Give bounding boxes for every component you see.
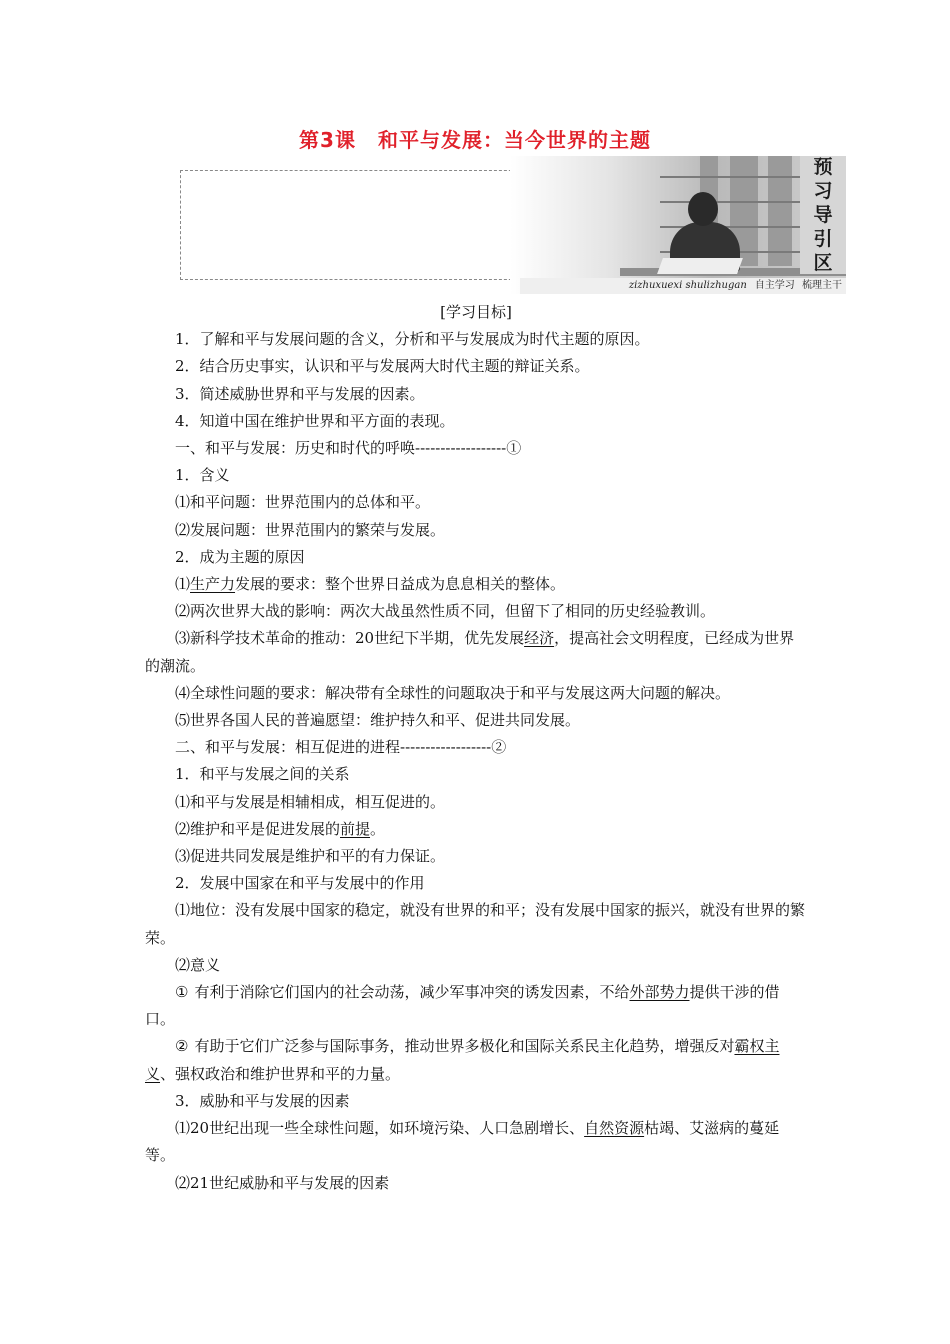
paragraph: ② 有助于它们广泛参与国际事务，推动世界多极化和国际关系民主化趋势，增强反对霸权主义、强权政治和维护世界和平的力量。 [145,1037,780,1083]
paragraph: ⑵意义 [175,955,221,974]
paragraph: ⑵21世纪威胁和平与发展的因素 [175,1173,390,1192]
paragraph: ⑴和平与发展是相辅相成，相互促进的。 [175,792,446,811]
paragraph: ⑶促进共同发展是维护和平的有力保证。 [175,847,446,866]
subheading: 3．威胁和平与发展的因素 [175,1091,350,1110]
objective-item: 4．知道中国在维护世界和平方面的表现。 [175,411,455,430]
subheading: 2．发展中国家在和平与发展中的作用 [175,874,425,893]
paragraph: ⑴生产力发展的要求：整个世界日益成为息息相关的整体。 [175,575,566,594]
paragraph: ⑸世界各国人民的普遍愿望：维护持久和平、促进共同发展。 [175,711,581,730]
fill-blank-answer: 自然资源 [584,1119,645,1138]
part-heading: 二、和平与发展：相互促进的进程------------------② [175,738,507,757]
caption-self-study: 自主学习 [754,280,795,291]
subheading: 2．成为主题的原因 [175,547,305,566]
objective-item: 2．结合历史事实，认识和平与发展两大时代主题的辩证关系。 [175,357,590,376]
section-heading: [学习目标] [440,303,512,321]
preview-zone-label [800,156,846,274]
banner-caption [520,278,846,294]
subheading: 1．和平与发展之间的关系 [175,765,350,784]
objective-item: 1．了解和平与发展问题的含义，分析和平与发展成为时代主题的原因。 [175,330,650,349]
label-char: 区 [813,252,833,274]
paragraph: ⑵维护和平是促进发展的前提。 [175,819,386,838]
preview-banner [180,156,846,294]
paragraph: ⑵发展问题：世界范围内的繁荣与发展。 [175,520,446,539]
paragraph: ⑴地位：没有发展中国家的稳定，就没有世界的和平；没有发展中国家的振兴，就没有世界的繁荣。 [145,901,806,947]
pinyin-caption: zizhuxuexi shulizhugan [628,280,747,291]
fill-blank-answer: 外部势力 [629,983,690,1002]
caption-review: 梳理主干 [802,280,842,291]
lesson-number: 第3课 [299,128,356,152]
label-char: 习 [813,180,833,202]
paragraph: ⑶新科学技术革命的推动：20世纪下半期，优先发展经济，提高社会文明程度，已经成为世界的潮流。 [145,629,795,675]
subheading: 1．含义 [175,466,230,485]
label-char: 预 [813,156,833,178]
fill-blank-answer: 生产力 [190,575,236,594]
fill-blank-answer: 前提 [340,819,371,838]
part-heading: 一、和平与发展：历史和时代的呼唤------------------① [175,439,522,458]
reading-student-photo [510,156,846,294]
paragraph: ⑴20世纪出现一些全球性问题，如环境污染、人口急剧增长、自然资源枯竭、艾滋病的蔓延等。 [145,1119,780,1165]
label-char: 导 [813,204,833,226]
label-char: 引 [813,228,833,250]
paragraph: ⑴和平问题：世界范围内的总体和平。 [175,493,431,512]
document-body [145,299,807,1197]
fill-blank-answer: 霸权主义 [145,1037,780,1083]
lesson-title [0,124,950,153]
paragraph: ① 有利于消除它们国内的社会动荡，减少军事冲突的诱发因素，不给外部势力提供干涉的借口。 [145,983,780,1029]
paragraph: ⑷全球性问题的要求：解决带有全球性的问题取决于和平与发展这两大问题的解决。 [175,683,731,702]
lesson-topic: 和平与发展：当今世界的主题 [377,128,651,152]
fill-blank-answer: 经济 [524,629,555,648]
paragraph: ⑵两次世界大战的影响：两次大战虽然性质不同，但留下了相同的历史经验教训。 [175,602,716,621]
objective-item: 3．简述威胁世界和平与发展的因素。 [175,384,425,403]
